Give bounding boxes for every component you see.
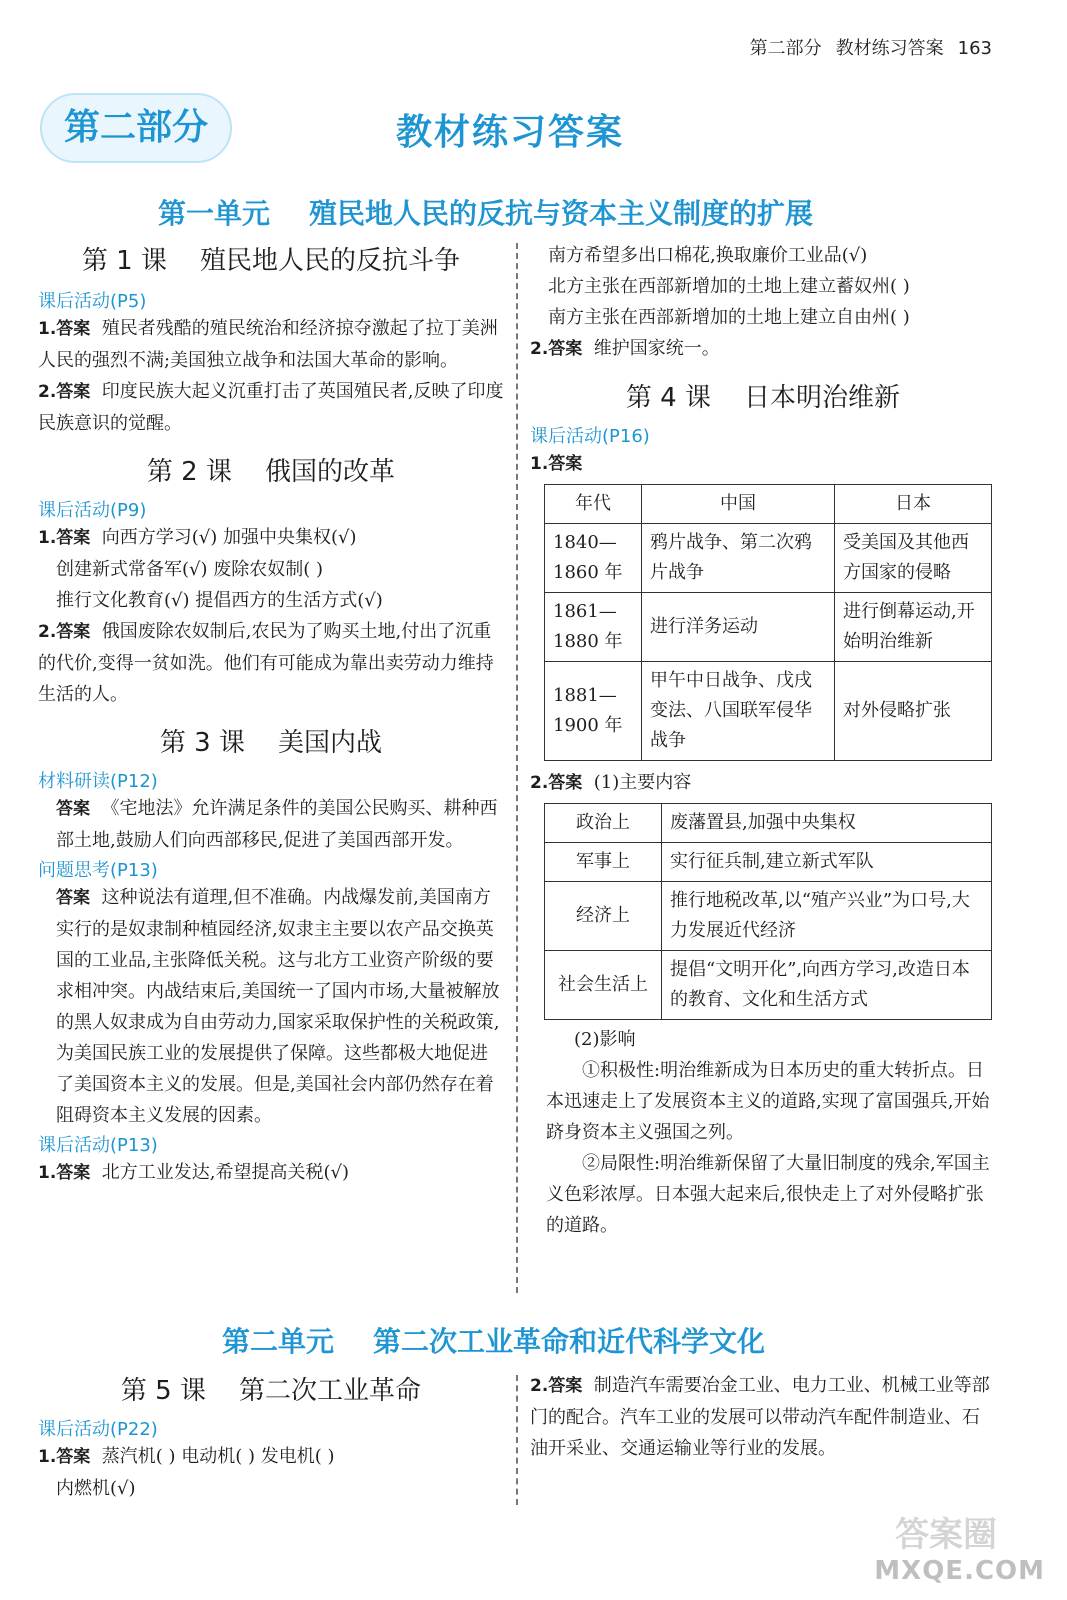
answer-label: 1.答案 [38,1163,91,1183]
answer-subheading: (1)主要内容 [593,772,692,793]
table-cell-japan: 对外侵略扩张 [835,662,992,761]
unit1-title: 第一单元 殖民地人民的反抗与资本主义制度的扩展 [158,197,813,230]
part-badge: 第二部分 [40,93,232,163]
lesson1-answer1 [38,313,504,376]
lesson3-activity: 课后活动(P13) [38,1135,158,1156]
table-cell-japan: 受美国及其他西方国家的侵略 [835,524,992,593]
meiji-reform-table [544,803,992,1020]
table-cell-era: 1881— 1900 年 [545,662,642,761]
answer-line: 内燃机(√) [56,1478,136,1499]
answer-label: 答案 [56,888,90,908]
answer-text: 俄国废除农奴制后,农民为了购买土地,付出了沉重的代价,变得一贫如洗。他们有可能成为靠出卖劳动力维持生活的人。 [38,621,494,705]
page-title: 教材练习答案 [396,112,625,153]
table-cell-content: 废藩置县,加强中央集权 [662,804,992,843]
lesson3-answer1-continued [530,240,996,333]
answer-label: 1.答案 [38,528,91,548]
answer-label: 答案 [56,799,90,819]
lesson2-activity: 课后活动(P9) [38,500,147,521]
left-column [38,240,504,1189]
answer-line: 北方工业发达,希望提高关税(√) [101,1162,349,1183]
answer-text: 制造汽车需要冶金工业、电力工业、机械工业等部门的配合。汽车工业的发展可以带动汽车配件制造业、石油开采业、交通运输业等行业的发展。 [530,1375,990,1459]
header-section: 第二部分 [749,38,822,59]
table-header-cell: 日本 [835,485,992,524]
answer-label: 2.答案 [530,339,583,359]
table-row [545,662,992,761]
table-cell-area: 政治上 [545,804,662,843]
answer-label: 2.答案 [38,622,91,642]
lesson5-left [38,1370,504,1504]
table-cell-area: 军事上 [545,843,662,882]
table-header-cell: 年代 [545,485,642,524]
answer-subheading: (2)影响 [574,1029,636,1050]
table-row [545,524,992,593]
lesson4-answer2 [530,767,996,799]
unit2-title: 第二单元 第二次工业革命和近代科学文化 [222,1325,765,1358]
answer-text: 这种说法有道理,但不准确。内战爆发前,美国南方实行的是奴隶制种植园经济,奴隶主主要以农产品交换英国的工业品,主张降低关税。这与北方工业资产阶级的要求相冲突。内战结束后,美国统一了国内市场,大量被解放的黑人奴隶成为自由劳动力,国家采取保护性的关税政策,为美国民族工业的发展提供了保障。这些都极大地促进了美国资本主义的发展。但是,美国社会内部仍然存在着阻碍资本主义发展的因素。 [56,887,500,1126]
page-number: 163 [957,38,992,59]
lesson3-question: 问题思考(P13) [38,860,158,881]
table-cell-area: 社会生活上 [545,951,662,1020]
table-cell-china: 鸦片战争、第二次鸦片战争 [642,524,835,593]
lesson2-answer2 [38,616,504,710]
table-header-cell: 中国 [642,485,835,524]
answer-label: 1.答案 [38,319,91,339]
table-row [545,951,992,1020]
answer-text: 殖民者残酷的殖民统治和经济掠夺激起了拉丁美洲人民的强烈不满;美国独立战争和法国大革命的影响。 [38,318,498,371]
watermark-url: MXQE.COM [874,1556,1045,1586]
table-row [545,882,992,951]
lesson3-material: 材料研读(P12) [38,771,158,792]
lesson3-title: 第 3 课 美国内战 [159,728,383,758]
lesson2-title: 第 2 课 俄国的改革 [146,457,396,487]
lesson2-answer1 [38,522,504,616]
table-cell-content: 实行征兵制,建立新式军队 [662,843,992,882]
answer-line [38,1441,504,1473]
answer-text: 印度民族大起义沉重打击了英国殖民者,反映了印度民族意识的觉醒。 [38,381,504,434]
lesson1-activity: 课后活动(P5) [38,291,147,312]
table-cell-china: 甲午中日战争、戊戌变法、八国联军侵华战争 [642,662,835,761]
answer-line: 北方主张在西部新增加的土地上建立蓄奴州( ) [548,276,910,297]
lesson1-title: 第 1 课 殖民地人民的反抗斗争 [81,246,461,276]
answer-label: 2.答案 [38,382,91,402]
lesson3-material-answer [38,793,504,856]
table-header-row [545,485,992,524]
lesson5-activity: 课后活动(P22) [38,1419,158,1440]
column-divider-bottom [516,1375,518,1505]
lesson4-activity: 课后活动(P16) [530,426,650,447]
answer-line: 南方主张在西部新增加的土地上建立自由州( ) [548,307,910,328]
answer-label: 2.答案 [530,1376,583,1396]
answer-text: 蒸汽机( ) 电动机( ) 发电机( ) [101,1446,335,1467]
era-comparison-table [544,484,992,761]
lesson5-title: 第 5 课 第二次工业革命 [120,1376,422,1406]
answer-label: 1.答案 [38,1447,91,1467]
table-row [545,593,992,662]
answer-line: 南方希望多出口棉花,换取廉价工业品(√) [548,245,868,266]
lesson5-answer1 [38,1441,504,1504]
answer-text: 《宅地法》允许满足条件的美国公民购买、耕种西部土地,鼓励人们向西部移民,促进了美国西部开发。 [56,798,498,851]
answer-line [38,522,504,554]
table-cell-content: 推行地税改革,以“殖产兴业”为口号,大力发展近代经济 [662,882,992,951]
table-cell-japan: 进行倒幕运动,开始明治维新 [835,593,992,662]
lesson3-answer2 [530,333,996,365]
answer-text: 向西方学习(√) 加强中央集权(√) [101,527,357,548]
table-row [545,804,992,843]
table-cell-era: 1861— 1880 年 [545,593,642,662]
impact-limitation: ②局限性:明治维新保留了大量旧制度的残余,军国主义色彩浓厚。日本强大起来后,很快走上了对外侵略扩张的道路。 [546,1153,990,1236]
lesson4-answer1 [530,448,996,480]
right-column [530,240,996,1241]
table-cell-china: 进行洋务运动 [642,593,835,662]
lesson5-right [530,1370,996,1464]
table-cell-content: 提倡“文明开化”,向西方学习,改造日本的教育、文化和生活方式 [662,951,992,1020]
answer-line: 创建新式常备军(√) 废除农奴制( ) [56,559,324,580]
table-cell-era: 1840— 1860 年 [545,524,642,593]
lesson1-answer2 [38,376,504,439]
table-cell-area: 经济上 [545,882,662,951]
lesson4-title: 第 4 课 日本明治维新 [625,383,901,413]
answer-line: 推行文化教育(√) 提倡西方的生活方式(√) [56,590,383,611]
watermark-logo: 答案圈 [895,1515,997,1555]
answer-label: 1.答案 [530,454,583,474]
column-divider-top [516,243,518,1293]
header-title: 教材练习答案 [835,38,944,59]
impact-positive: ①积极性:明治维新成为日本历史的重大转折点。日本迅速走上了发展资本主义的道路,实现了富国强兵,开始跻身资本主义强国之列。 [546,1060,990,1143]
answer-text: 维护国家统一。 [593,338,720,359]
lesson3-answer1-start [38,1157,504,1189]
lesson3-question-answer [38,882,504,1131]
table-row [545,843,992,882]
running-header [736,34,992,60]
answer-label: 2.答案 [530,773,583,793]
lesson5-answer2 [530,1370,996,1464]
